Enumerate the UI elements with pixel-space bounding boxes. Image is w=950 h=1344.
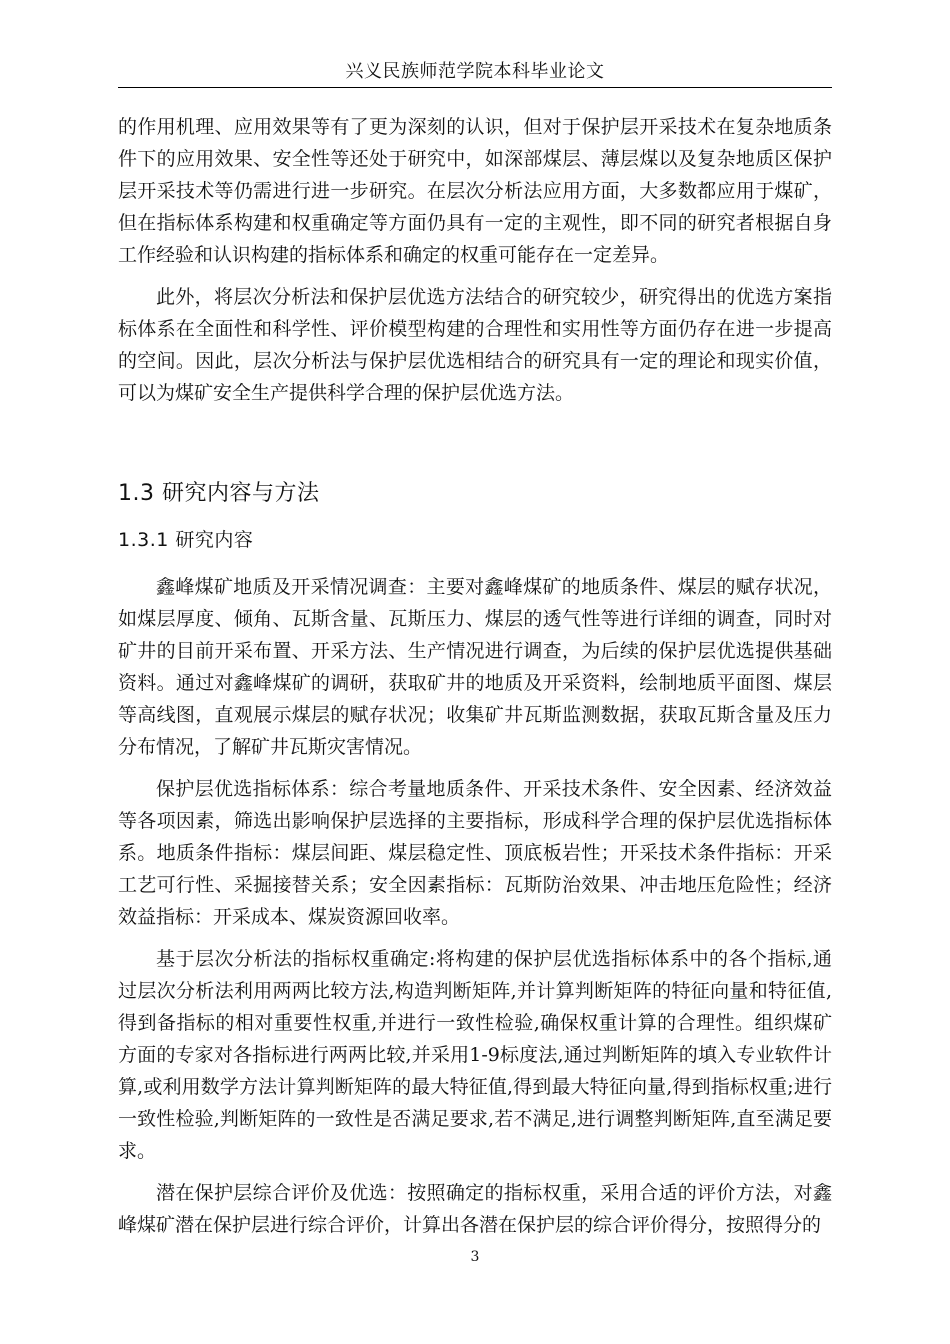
header-rule xyxy=(118,87,832,88)
paragraph-research-gap: 此外，将层次分析法和保护层优选方法结合的研究较少，研究得出的优选方案指标体系在全面性和科学性、评价模型构建的合理性和实用性等方面仍存在进一步提高的空间。因此，层次分析法与保护层优选相结合的研究具有一定的理论和现实价值，可以为煤矿安全生产提供科学合理的保护层优选方法。 xyxy=(118,286,832,404)
paragraph-comprehensive-evaluation: 潜在保护层综合评价及优选：按照确定的指标权重，采用合适的评价方法，对鑫峰煤矿潜在保护层进行综合评价，计算出各潜在保护层的综合评价得分，按照得分的 xyxy=(118,1182,832,1236)
running-header: 兴义民族师范学院本科毕业论文 xyxy=(345,61,605,82)
section-heading: 1.3 研究内容与方法 xyxy=(118,481,320,506)
paragraph-ahp-weights: 基于层次分析法的指标权重确定:将构建的保护层优选指标体系中的各个指标,通过层次分析法利用两两比较方法,构造判断矩阵,并计算判断矩阵的特征向量和特征值,得到备指标的相对重要性权重,并进行一致性检验,确保权重计算的合理性。组织煤矿方面的专家对各指标进行两两比较,并采用1-9标度法,通过判断矩阵的填入专业软件计算,或利用数学方法计算判断矩阵的最大特征值,得到最大特征向量,得到指标权重;进行一致性检验,判断矩阵的一致性是否满足要求,若不满足,进行调整判断矩阵,直至满足要求。 xyxy=(118,948,832,1162)
page-number: 3 xyxy=(470,1249,480,1265)
page-body xyxy=(118,111,832,1241)
paragraph-geology-survey: 鑫峰煤矿地质及开采情况调查：主要对鑫峰煤矿的地质条件、煤层的赋存状况，如煤层厚度、倾角、瓦斯含量、瓦斯压力、煤层的透气性等进行详细的调查，同时对矿井的目前开采布置、开采方法、生产情况进行调查，为后续的保护层优选提供基础资料。通过对鑫峰煤矿的调研，获取矿井的地质及开采资料，绘制地质平面图、煤层等高线图，直观展示煤层的赋存状况；收集矿井瓦斯监测数据，获取瓦斯含量及压力分布情况，了解矿井瓦斯灾害情况。 xyxy=(118,576,832,758)
subsection-heading: 1.3.1 研究内容 xyxy=(118,529,254,551)
paragraph-continuation: 的作用机理、应用效果等有了更为深刻的认识，但对于保护层开采技术在复杂地质条件下的应用效果、安全性等还处于研究中，如深部煤层、薄层煤以及复杂地质区保护层开采技术等仍需进行进一步研究。在层次分析法应用方面，大多数都应用于煤矿，但在指标体系构建和权重确定等方面仍具有一定的主观性，即不同的研究者根据自身工作经验和认识构建的指标体系和确定的权重可能存在一定差异。 xyxy=(118,116,832,266)
paragraph-indicator-system: 保护层优选指标体系：综合考量地质条件、开采技术条件、安全因素、经济效益等各项因素，筛选出影响保护层选择的主要指标，形成科学合理的保护层优选指标体系。地质条件指标：煤层间距、煤层稳定性、顶底板岩性；开采技术条件指标：开采工艺可行性、采掘接替关系；安全因素指标：瓦斯防治效果、冲击地压危险性；经济效益指标：开采成本、煤炭资源回收率。 xyxy=(118,778,832,928)
